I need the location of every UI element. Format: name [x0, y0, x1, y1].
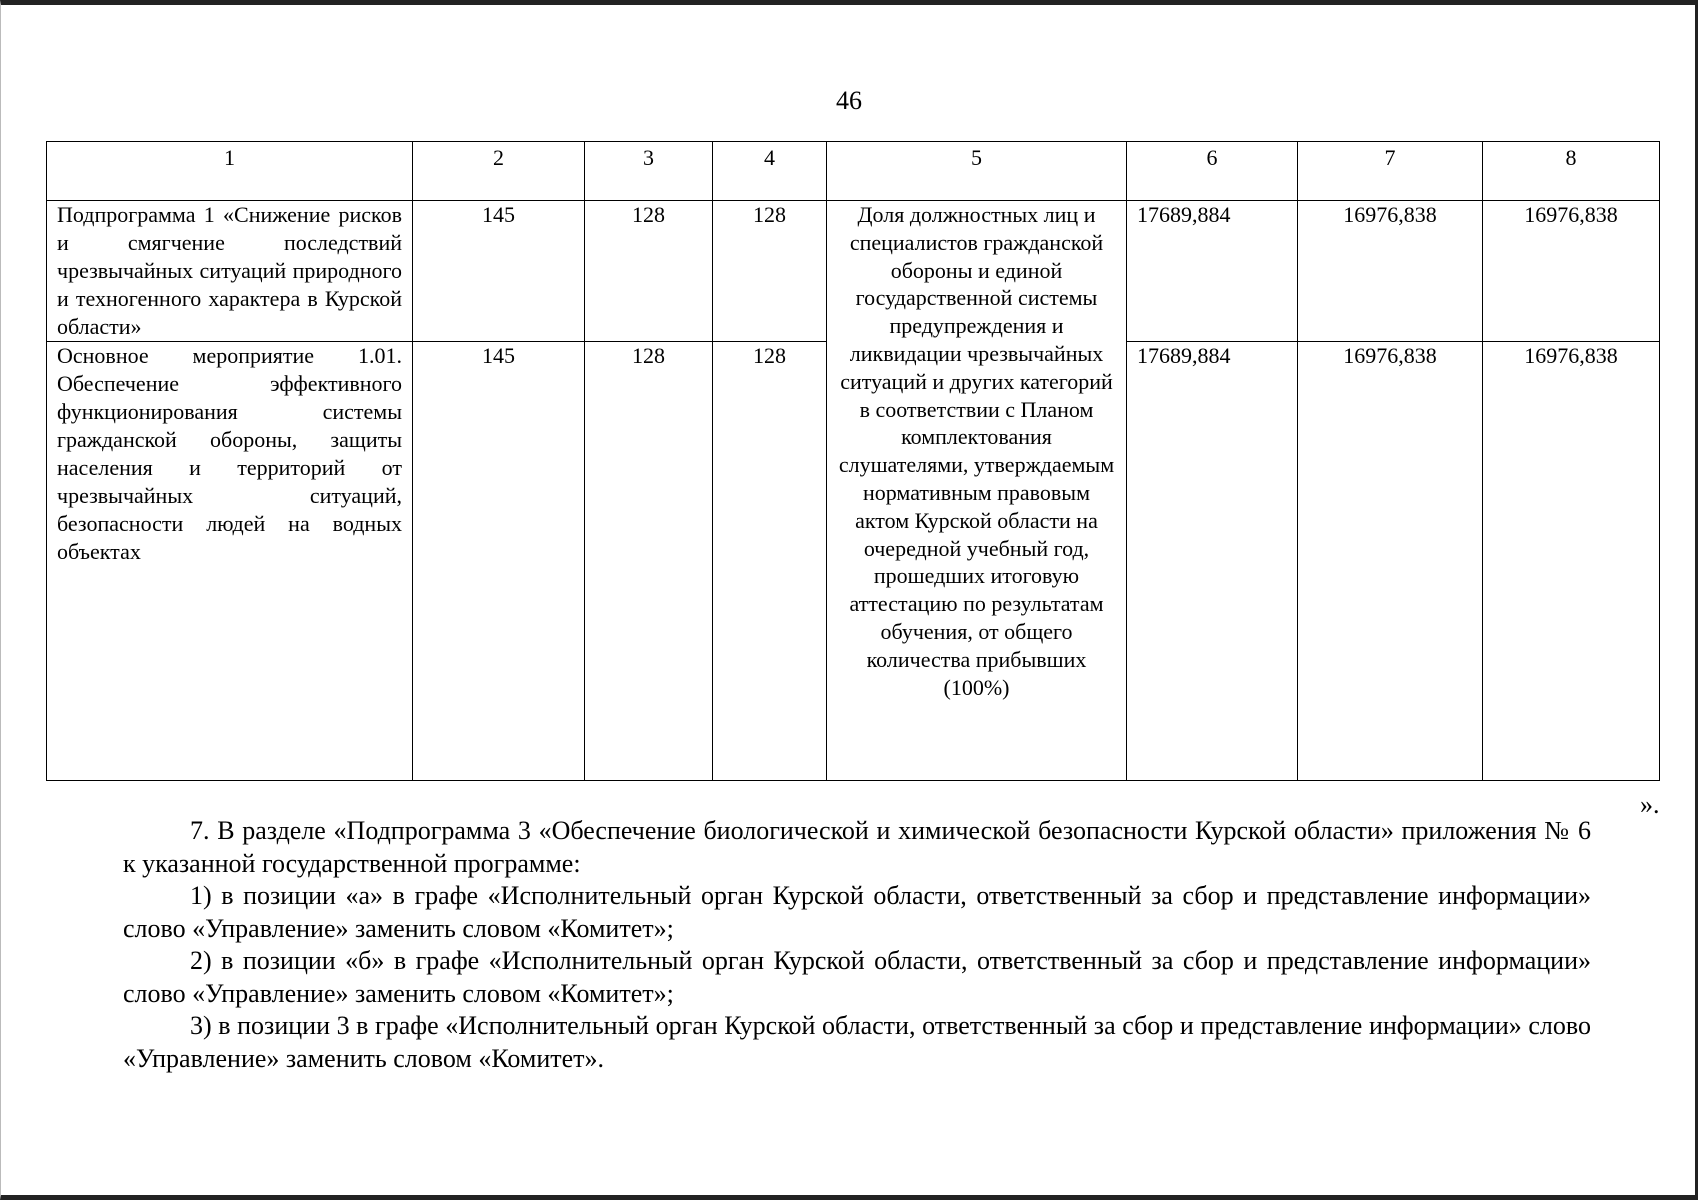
- table-cell: 16976,838: [1298, 201, 1483, 342]
- column-header: 4: [713, 142, 827, 201]
- header-row: [47, 142, 1660, 201]
- indicator-description: Доля должностных лиц и специалистов гражданской обороны и единой государственной системы предупреждения и ликвидации чрезвычайных ситуаций и других категорий в соответствии с Планом комплектования слушателями, утверждаемым нормативным правовым актом Курской области на очередной учебный год, прошедших итоговую аттестацию по результатам обучения, от общего количества прибывших (100%): [827, 201, 1127, 781]
- closing-quote: ».: [1640, 790, 1660, 819]
- table-cell: 128: [713, 201, 827, 342]
- table-cell: 17689,884: [1127, 342, 1298, 781]
- table-cell: 17689,884: [1127, 201, 1298, 342]
- column-header: 1: [47, 142, 413, 201]
- table-cell: 145: [413, 201, 585, 342]
- column-header: 7: [1298, 142, 1483, 201]
- row-name: Основное мероприятие 1.01. Обеспечение эффективного функционирования системы гражданской обороны, защиты населения и территорий от чрезвычайных ситуаций, безопасности людей на водных объектах: [47, 342, 413, 781]
- column-header: 8: [1483, 142, 1660, 201]
- table-cell: 128: [713, 342, 827, 781]
- column-header: 5: [827, 142, 1127, 201]
- table-cell: 128: [585, 342, 713, 781]
- row-name: Подпрограмма 1 «Снижение рисков и смягчение последствий чрезвычайных ситуаций природного и техногенного характера в Курской области»: [47, 201, 413, 342]
- column-header: 3: [585, 142, 713, 201]
- table-row: [47, 201, 1660, 342]
- paragraph: 2) в позиции «б» в графе «Исполнительный орган Курской области, ответственный за сбор и представление информации» слово «Управление» заменить словом «Комитет»;: [123, 946, 1591, 1008]
- column-header: 2: [413, 142, 585, 201]
- paragraph: 1) в позиции «а» в графе «Исполнительный орган Курской области, ответственный за сбор и представление информации» слово «Управление» заменить словом «Комитет»;: [123, 881, 1591, 943]
- table-cell: 16976,838: [1483, 342, 1660, 781]
- table-cell: 16976,838: [1298, 342, 1483, 781]
- page-number: 46: [836, 86, 862, 115]
- paragraph: 3) в позиции 3 в графе «Исполнительный орган Курской области, ответственный за сбор и представление информации» слово «Управление» заменить словом «Комитет».: [123, 1011, 1591, 1073]
- table-cell: 145: [413, 342, 585, 781]
- indicators-table: [46, 141, 1660, 781]
- column-header: 6: [1127, 142, 1298, 201]
- paragraph: 7. В разделе «Подпрограмма 3 «Обеспечение биологической и химической безопасности Курской области» приложения № 6 к указанной государственной программе:: [123, 816, 1591, 878]
- table-cell: 128: [585, 201, 713, 342]
- table-cell: 16976,838: [1483, 201, 1660, 342]
- amendment-text: [123, 815, 1591, 1075]
